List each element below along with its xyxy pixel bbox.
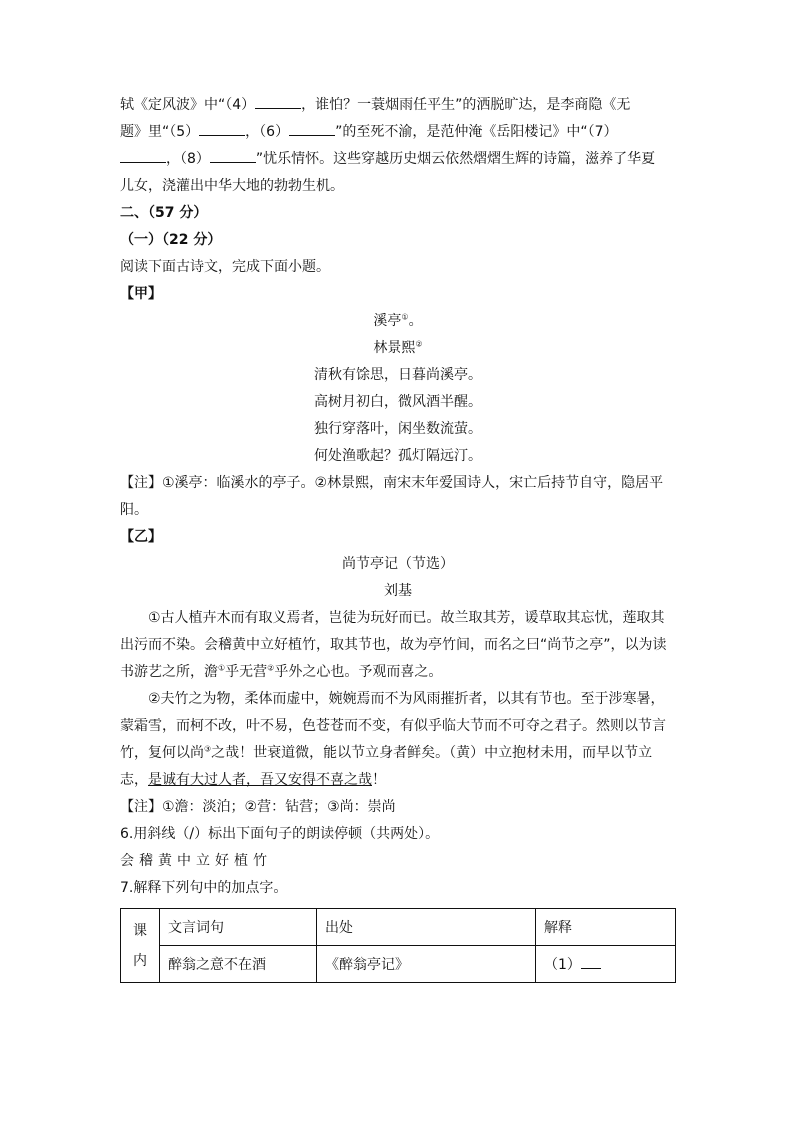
essay-text: 之哉！世衰道微，能以节立身者鲜矣。（黄）中立抱材未用，而早以节立	[211, 745, 653, 761]
essay-line	[120, 740, 676, 767]
answer-blank[interactable]	[581, 956, 601, 969]
footnote-marker: ①	[401, 312, 409, 322]
poem-title-text: 溪亭	[373, 313, 402, 329]
essay-text: 竹，复何以尚	[120, 745, 204, 761]
answer-blank[interactable]	[289, 123, 335, 136]
poem-line: 清秋有馀思，日暮尚溪亭。	[314, 367, 482, 383]
essay-line: 出污而不染。会稽黄中立好植竹，取其节也，故为亭竹间，而名之曰“尚节之亭”，以为读	[120, 637, 667, 653]
poem-title	[120, 308, 676, 335]
underlined-sentence: 是诚有大过人者，吾又安得不喜之哉	[148, 772, 372, 788]
section-title: 二、（57 分）	[120, 205, 208, 221]
table-cell	[536, 946, 676, 983]
intro-text: ，谁怕？一蓑烟雨任平生”的洒脱旷达，是李商隐《无	[301, 97, 631, 113]
poem-line: 独行穿落叶，闲坐数流萤。	[314, 421, 482, 437]
essay-line: 蒙霜雪，而柯不改，叶不易，色苍苍而不变，有似乎临大节而不可夺之君子。然则以节言	[120, 718, 666, 734]
passage-tag-yi: 【乙】	[120, 529, 162, 545]
essay-line: ①古人植卉木而有取义焉者，岂徒为玩好而已。故兰取其芳，谖草取其忘忧，莲取其	[148, 610, 665, 626]
footnote-marker: ①	[218, 663, 226, 673]
poem-line: 高树月初白，微风酒半醒。	[314, 394, 482, 410]
table-row	[121, 946, 676, 983]
table-row	[121, 909, 676, 946]
essay-text: ！	[372, 772, 386, 788]
subsection-title: （一）（22 分）	[120, 232, 222, 248]
reading-instruction: 阅读下面古诗文，完成下面小题。	[120, 259, 330, 275]
side-label-char: 内	[133, 952, 147, 969]
table-header: 出处	[317, 909, 536, 946]
intro-text: 儿女，浇灌出中华大地的勃勃生机。	[120, 178, 344, 194]
footnote-marker: ②	[267, 663, 275, 673]
question-7: 7.解释下列句中的加点字。	[120, 880, 288, 896]
side-label-char: 课	[133, 922, 147, 939]
essay-line: ②夫竹之为物，柔体而虚中，婉婉焉而不为风雨摧折者，以其有节也。至于涉寒暑，	[148, 691, 665, 707]
intro-paragraph	[120, 92, 676, 200]
essay-text: 乎外之心也。予观而喜之。	[274, 664, 443, 680]
question-6-sentence: 会稽黄中立好植竹	[120, 853, 272, 869]
poem-author	[120, 335, 676, 362]
essay-text: 乎无营	[225, 664, 268, 680]
poem-title-tail: 。	[408, 313, 423, 329]
question-6: 6.用斜线（/）标出下面句子的朗读停顿（共两处）。	[120, 826, 440, 842]
essay-line	[120, 767, 676, 794]
essay-author: 刘基	[384, 583, 412, 599]
answer-blank[interactable]	[210, 150, 256, 163]
poem-note-cont: 阳。	[120, 502, 148, 518]
intro-text: 题》里“（5）	[120, 124, 200, 140]
answer-blank[interactable]	[255, 96, 301, 109]
intro-text: ”忧乐情怀。这些穿越历史烟云依然熠熠生辉的诗篇，滋养了华夏	[255, 151, 656, 167]
table-side-label	[121, 909, 160, 983]
intro-text: 轼《定风波》中“（4）	[120, 97, 256, 113]
table-header: 解释	[536, 909, 676, 946]
table-cell: 醉翁之意不在酒	[160, 946, 317, 983]
intro-text: ，（6）	[245, 124, 290, 140]
table-cell: 《醉翁亭记》	[317, 946, 536, 983]
essay-title: 尚节亭记（节选）	[342, 556, 454, 572]
page-content	[120, 92, 676, 983]
intro-text: ”的至死不渝，是范仲淹《岳阳楼记》中“（7）	[335, 124, 618, 140]
answer-table	[120, 908, 676, 983]
table-header: 文言词句	[160, 909, 317, 946]
answer-label: （1）	[544, 957, 581, 973]
poem-line: 何处渔歌起？孤灯隔远汀。	[314, 448, 482, 464]
answer-blank[interactable]	[120, 150, 166, 163]
essay-note: 【注】①澹：淡泊；②营：钻营；③尚：崇尚	[120, 799, 396, 815]
footnote-marker: ②	[415, 339, 423, 349]
poem-note: 【注】①溪亭：临溪水的亭子。②林景熙，南宋末年爱国诗人，宋亡后持节自守，隐居平	[120, 475, 664, 491]
essay-text: 志，	[120, 772, 148, 788]
footnote-marker: ③	[204, 744, 212, 754]
passage-tag-jia: 【甲】	[120, 286, 162, 302]
answer-blank[interactable]	[199, 123, 245, 136]
essay-text: 书游艺之所，澹	[120, 664, 218, 680]
intro-text: ，（8）	[166, 151, 210, 167]
essay-line	[120, 659, 676, 686]
poem-author-text: 林景熙	[373, 340, 416, 356]
